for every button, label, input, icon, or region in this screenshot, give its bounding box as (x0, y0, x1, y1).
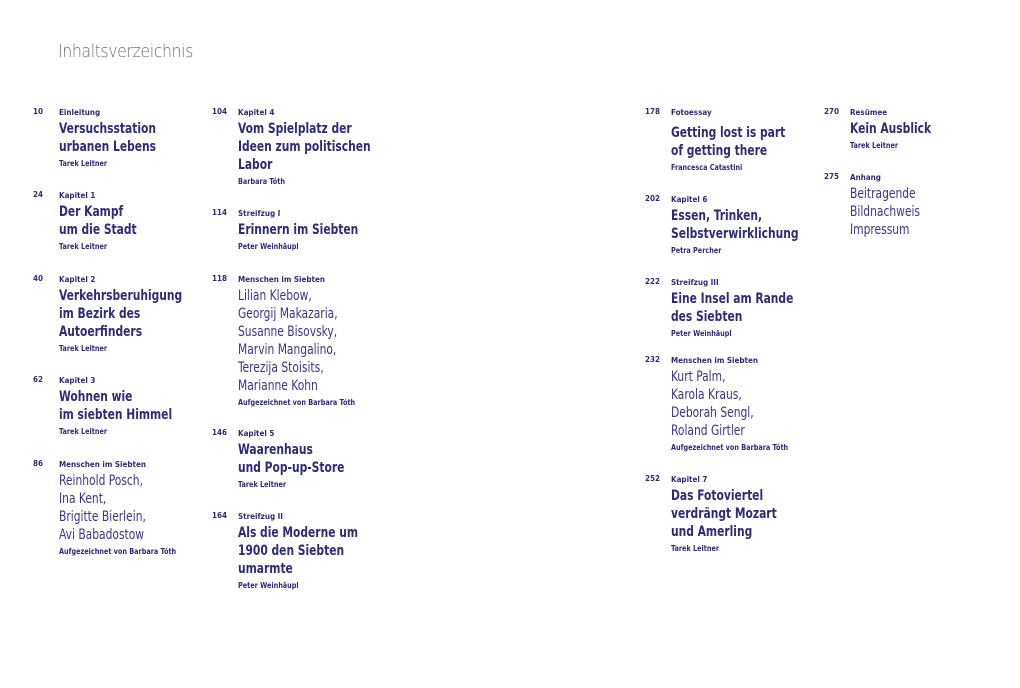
title-line: verdrängt Mozart (671, 506, 777, 522)
title-line: Getting lost is part (671, 125, 786, 141)
entry-title (850, 120, 931, 138)
section-label: Kapitel 4 (238, 108, 275, 117)
title-line: Vom Spielplatz der (238, 121, 352, 137)
page-number: 232 (645, 355, 661, 364)
entry-author: Petra Percher (671, 246, 722, 255)
toc-entry[interactable] (33, 274, 204, 354)
page-number: 114 (212, 208, 228, 217)
person-line: Deborah Sengl, (671, 405, 754, 421)
title-line: Verkehrsberuhigung (59, 288, 183, 304)
toc-entry[interactable] (645, 107, 805, 173)
toc-entry[interactable] (645, 355, 801, 453)
entry-title (238, 221, 358, 239)
page-number: 62 (33, 375, 44, 384)
section-label: Kapitel 3 (59, 376, 96, 385)
toc-entry[interactable] (212, 511, 379, 591)
person-line: Terezija Stoisits, (238, 360, 324, 376)
entry-author: Tarek Leitner (59, 344, 108, 353)
page-number: 104 (212, 107, 228, 116)
person-line: Avi Babadostow (59, 527, 145, 543)
entry-author: Tarek Leitner (238, 480, 287, 489)
page-number: 86 (33, 459, 44, 468)
section-label: Streifzug III (671, 278, 719, 287)
title-line: Der Kampf (59, 204, 124, 220)
entry-people (850, 185, 920, 239)
entry-title (671, 124, 785, 160)
section-label: Resümee (850, 108, 888, 117)
toc-entry[interactable] (33, 459, 189, 557)
toc-entry[interactable] (212, 107, 394, 187)
title-line: des Siebten (671, 309, 743, 325)
entry-author: Barbara Tóth (238, 177, 285, 186)
section-label: Menschen im Siebten (238, 275, 325, 284)
page-number: 164 (212, 511, 228, 520)
section-label: Kapitel 1 (59, 191, 96, 200)
page-number: 222 (645, 277, 661, 286)
entry-title (238, 441, 344, 477)
entry-title (671, 290, 793, 326)
person-line: Marvin Mangalino, (238, 342, 337, 358)
page-number: 252 (645, 474, 661, 483)
person-line: Georgij Makazaria, (238, 306, 338, 322)
entry-author: Tarek Leitner (59, 159, 108, 168)
entry-author: Tarek Leitner (59, 242, 108, 251)
appendix-line: Beitragende (850, 186, 916, 202)
entry-author: Peter Weinhäupl (671, 329, 732, 338)
section-label: Kapitel 7 (671, 475, 708, 484)
section-label: Einleitung (59, 108, 101, 117)
toc-entry[interactable] (33, 190, 150, 252)
page-number: 178 (645, 107, 661, 116)
person-line: Roland Girtler (671, 423, 745, 439)
title-line: urbanen Lebens (59, 139, 157, 155)
entry-title (671, 487, 777, 541)
entry-title (238, 524, 358, 578)
page-number: 202 (645, 194, 661, 203)
title-line: umarmte (238, 561, 293, 577)
person-line: Karola Kraus, (671, 387, 742, 403)
entry-title (59, 287, 182, 341)
title-line: Eine Insel am Rande (671, 291, 794, 307)
toc-entry[interactable] (212, 208, 379, 252)
title-line: Wohnen wie (59, 389, 133, 405)
entry-author: Aufgezeichnet von Barbara Tóth (671, 443, 789, 452)
section-label: Menschen im Siebten (671, 356, 758, 365)
section-label: Streifzug I (238, 209, 281, 218)
page-number: 146 (212, 428, 228, 437)
person-line: Marianne Kohn (238, 378, 318, 394)
entry-author: Peter Weinhäupl (238, 581, 299, 590)
title-line: Autoerfinders (59, 324, 143, 340)
person-line: Susanne Bisovsky, (238, 324, 338, 340)
person-line: Ina Kent, (59, 491, 107, 507)
page-number: 118 (212, 274, 228, 283)
title-line: Das Fotoviertel (671, 488, 764, 504)
title-line: Essen, Trinken, (671, 208, 763, 224)
entry-people (238, 287, 349, 395)
entry-title (238, 120, 371, 174)
toc-entry[interactable] (824, 107, 945, 151)
page-number: 275 (824, 172, 840, 181)
toc-entry[interactable] (33, 107, 173, 169)
person-line: Brigitte Bierlein, (59, 509, 146, 525)
title-line: Labor (238, 157, 273, 173)
person-line: Reinhold Posch, (59, 473, 144, 489)
entry-title (59, 388, 172, 424)
title-line: und Pop-up-Store (238, 460, 345, 476)
section-label: Menschen im Siebten (59, 460, 146, 469)
entry-author: Tarek Leitner (850, 141, 899, 150)
section-label: Kapitel 5 (238, 429, 275, 438)
entry-author: Aufgezeichnet von Barbara Tóth (238, 398, 356, 407)
title-line: Als die Moderne um (238, 525, 358, 541)
entry-author: Aufgezeichnet von Barbara Tóth (59, 547, 177, 556)
entry-author: Tarek Leitner (59, 427, 108, 436)
entry-people (671, 368, 782, 440)
title-line: of getting there (671, 143, 768, 159)
toc-entry[interactable] (645, 474, 795, 554)
entry-author: Francesca Catastini (671, 163, 743, 172)
person-line: Lilian Klebow, (238, 288, 312, 304)
section-label: Kapitel 6 (671, 195, 708, 204)
page-number: 24 (33, 190, 44, 199)
appendix-line: Impressum (850, 222, 910, 238)
title-line: Erinnern im Siebten (238, 222, 359, 238)
title-line: Selbstverwirklichung (671, 226, 799, 242)
toc-entry[interactable] (33, 375, 192, 437)
section-label: Anhang (850, 173, 881, 182)
entry-author: Tarek Leitner (671, 544, 720, 553)
toc-entry[interactable] (212, 428, 363, 490)
title-line: im siebten Himmel (59, 407, 173, 423)
person-line: Kurt Palm, (671, 369, 726, 385)
title-line: im Bezirk des (59, 306, 141, 322)
toc-entry[interactable] (824, 172, 932, 239)
title-line: Kein Ausblick (850, 121, 932, 137)
page-number: 40 (33, 274, 44, 283)
entry-author: Peter Weinhäupl (238, 242, 299, 251)
title-line: und Amerling (671, 524, 753, 540)
title-line: Ideen zum politischen (238, 139, 371, 155)
entry-title (59, 203, 137, 239)
page-title: Inhaltsverzeichnis (58, 41, 193, 62)
title-line: um die Stadt (59, 222, 137, 238)
page-number: 270 (824, 107, 840, 116)
toc-entry[interactable] (645, 277, 815, 339)
title-line: Waarenhaus (238, 442, 313, 458)
entry-title (671, 207, 799, 243)
section-label: Streifzug II (238, 512, 283, 521)
section-label: Fotoessay (671, 108, 712, 117)
entry-title (59, 120, 156, 156)
toc-entry[interactable] (212, 274, 368, 408)
toc-entry[interactable] (645, 194, 821, 256)
section-label: Kapitel 2 (59, 275, 96, 284)
appendix-line: Bildnachweis (850, 204, 921, 220)
page-number: 10 (33, 107, 44, 116)
title-line: Versuchsstation (59, 121, 157, 137)
entry-people (59, 472, 170, 544)
title-line: 1900 den Siebten (238, 543, 345, 559)
